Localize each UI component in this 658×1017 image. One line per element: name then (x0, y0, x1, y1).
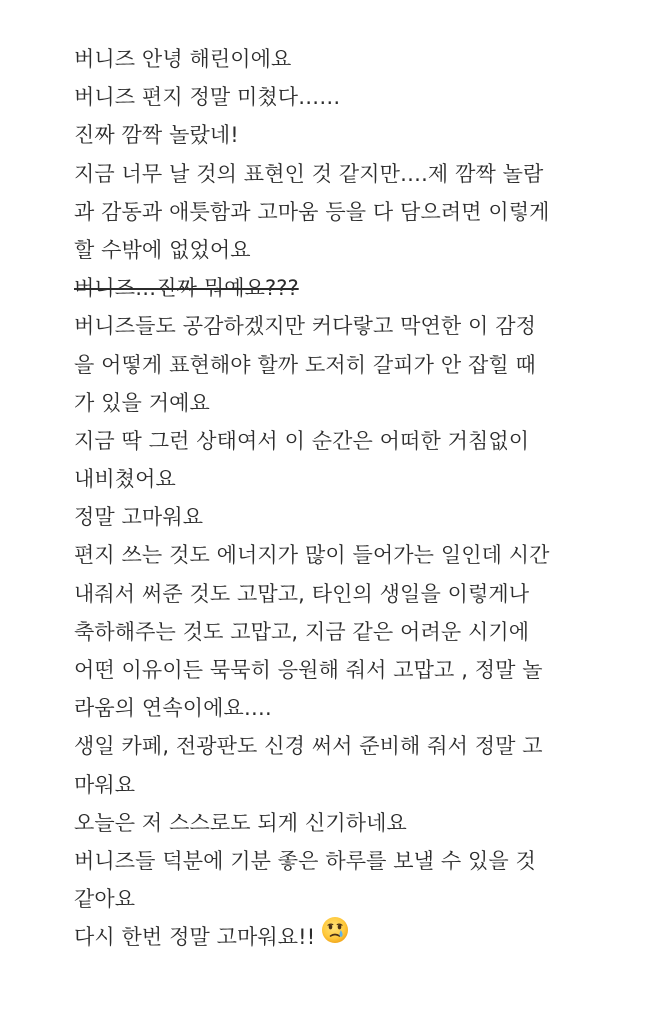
letter-line: 어떤 이유이든 묵묵히 응원해 줘서 고맙고 , 정말 놀 (74, 658, 543, 682)
letter-line: 마워요 (74, 772, 136, 797)
letter-line: 진짜 깜짝 놀랐네! (74, 123, 239, 148)
letter-line: 지금 딱 그런 상태여서 이 순간은 어떠한 거침없이 (74, 428, 530, 453)
letter-line: 할 수밖에 없었어요 (74, 237, 251, 262)
letter-line: 버니즈 편지 정말 미쳤다…… (74, 85, 341, 110)
letter-line: 내비쳤어요 (74, 467, 176, 492)
letter-line: 라움의 연속이에요…. (74, 696, 272, 721)
final-line-text: 다시 한번 정말 고마워요!! (74, 925, 316, 950)
letter-line: 생일 카페, 전광판도 신경 써서 준비해 줘서 정말 고 (74, 734, 543, 759)
strikethrough-text: 버니즈…진짜 뭐예요??? (74, 276, 299, 301)
letter-text (74, 40, 634, 957)
letter-line: 오늘은 저 스스로도 되게 신기하네요 (74, 810, 407, 835)
letter-line: 을 어떻게 표현해야 할까 도저히 갈피가 안 잡힐 때 (74, 352, 536, 377)
letter-line-strikethrough (74, 269, 634, 307)
letter-line: 버니즈들 덕분에 기분 좋은 하루를 보낼 수 있을 것 (74, 848, 536, 873)
letter-line: 버니즈들도 공감하겠지만 커다랗고 막연한 이 감정 (74, 314, 536, 339)
letter-line-final (74, 918, 634, 956)
letter-line: 축하해주는 것도 고맙고, 지금 같은 어려운 시기에 (74, 619, 530, 644)
letter-line: 가 있을 거예요 (74, 390, 210, 415)
letter-line: 버니즈 안녕 해린이에요 (74, 47, 292, 71)
face-holding-back-tears-icon (321, 916, 349, 956)
letter-line: 정말 고마워요 (74, 505, 204, 530)
letter-line: 내줘서 써준 것도 고맙고, 타인의 생일을 이렇게나 (74, 581, 530, 606)
letter-line: 같아요 (74, 887, 136, 912)
letter-line: 과 감동과 애틋함과 고마움 등을 다 담으려면 이렇게 (74, 199, 550, 224)
letter-line: 지금 너무 날 것의 표현인 것 같지만….제 깜짝 놀람 (74, 161, 544, 186)
letter-line: 편지 쓰는 것도 에너지가 많이 들어가는 일인데 시간 (74, 543, 550, 568)
